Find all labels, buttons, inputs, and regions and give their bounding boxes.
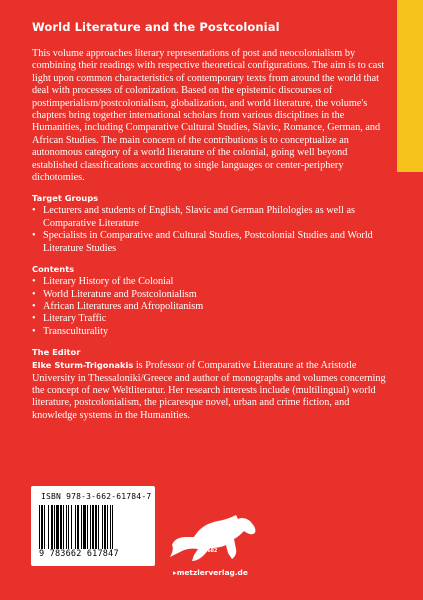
- book-title: World Literature and the Postcolonial: [32, 20, 280, 34]
- editor-bio: is Professor of Comparative Literature at the Aristotle University in Thessaloniki/Greece and author of monographs and volumes concerning the concept of new Weltliteratur. Her research interests include (multilingual) world literature, postcolonialism, the picaresque novel, urban and crime fiction, and knowledge systems in the Humanities.: [32, 360, 386, 421]
- isbn-number: ISBN 978-3-662-61784-7: [41, 492, 152, 501]
- accent-stripe: [397, 0, 423, 172]
- target-groups-heading: Target Groups: [32, 193, 99, 204]
- barcode-bars: [39, 505, 149, 549]
- contents-item: • Literary History of the Colonial: [32, 276, 390, 288]
- editor-heading: The Editor: [32, 347, 81, 358]
- isbn-barcode: [31, 486, 155, 566]
- target-groups-list: [32, 205, 390, 255]
- horse-logo-icon: [164, 515, 262, 563]
- target-group-item: • Specialists in Comparative and Cultural Studies, Postcolonial Studies and World Literature Studies: [32, 230, 390, 255]
- book-description: This volume approaches literary representations of post and neocolonialism by combining their readings with respective theoretical configurations. The aim is to cast light upon common characteristics of contemporary texts from around the world that deal with processes of colonization. Based on the epistemic discourses of postimperialism/postcolonialism, globalization, and world literature, the volume's chapters bring together international scholars from various disciplines in the Humanities, including Comparative Cultural Studies, Slavic, Romance, German, and African Studies. The main concern of the contributions is to conceptualize an autonomous category of a world literature of the colonial, going well beyond established classifications according to single languages or center-periphery dichotomies.: [32, 48, 385, 184]
- contents-list: [32, 276, 390, 338]
- contents-item: • Transculturality: [32, 326, 390, 338]
- contents-heading: Contents: [32, 264, 75, 275]
- editor-bio-paragraph: [32, 359, 390, 422]
- contents-item: • Literary Traffic: [32, 313, 390, 325]
- publisher-year: 1682: [204, 549, 218, 554]
- target-group-item: • Lecturers and students of English, Slavic and German Philologies as well as Comparative Literature: [32, 205, 390, 230]
- contents-item: • World Literature and Postcolonialism: [32, 289, 390, 301]
- publisher-url: ▸metzlerverlag.de: [173, 568, 248, 577]
- barcode-digits: 9 783662 617847: [39, 549, 119, 559]
- cover-text: [32, 14, 390, 422]
- editor-name: Elke Sturm-Trigonakis: [32, 360, 134, 371]
- contents-item: • African Literatures and Afropolitanism: [32, 301, 390, 313]
